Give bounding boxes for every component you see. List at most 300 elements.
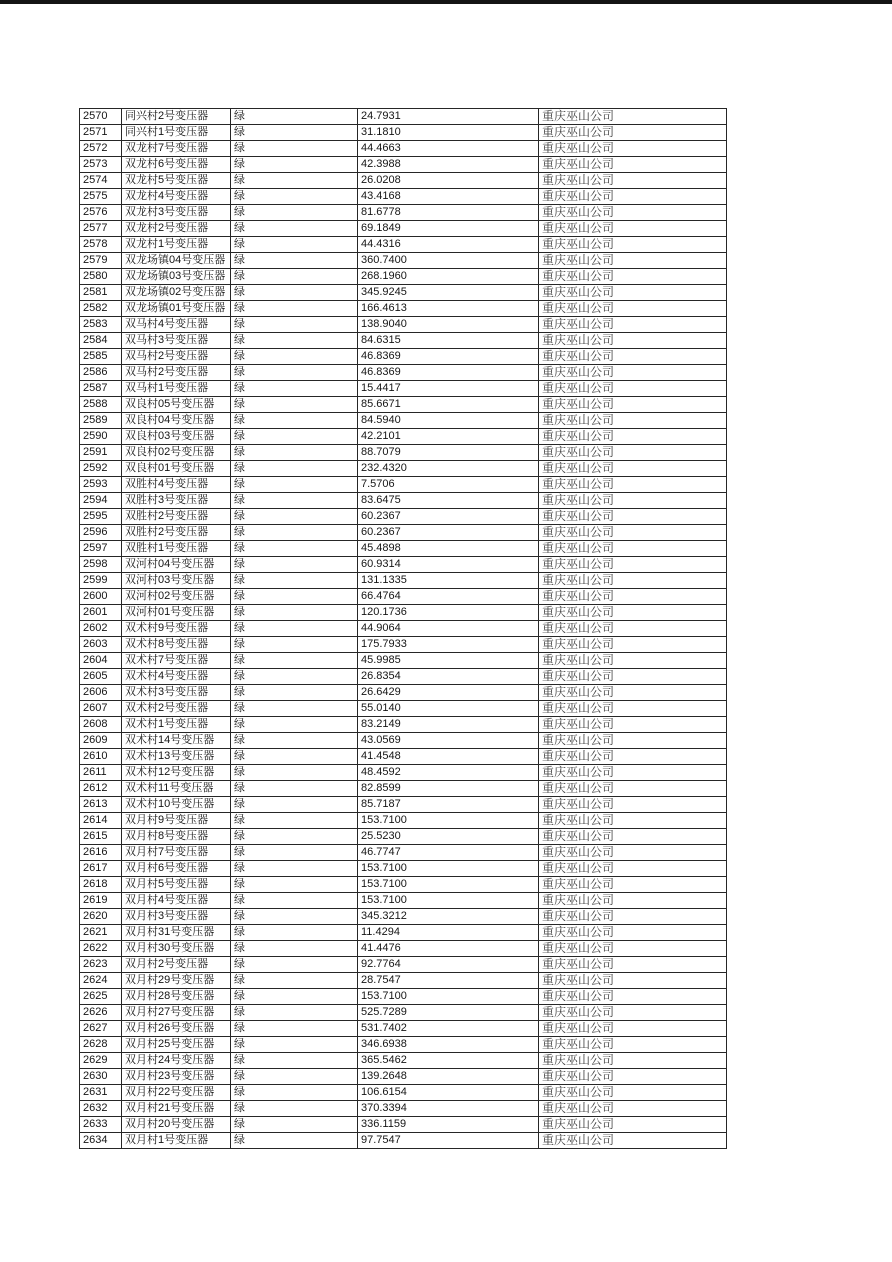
table-row (80, 941, 727, 957)
status-cell: 绿 (231, 557, 358, 573)
table-row (80, 733, 727, 749)
company-cell: 重庆巫山公司 (539, 605, 727, 621)
value-cell: 336.1159 (358, 1117, 539, 1133)
transformer-name-cell: 双河村01号变压器 (122, 605, 231, 621)
row-index-cell: 2606 (80, 685, 122, 701)
row-index-cell: 2575 (80, 189, 122, 205)
status-cell: 绿 (231, 605, 358, 621)
row-index-cell: 2632 (80, 1101, 122, 1117)
transformer-name-cell: 双马村2号变压器 (122, 349, 231, 365)
status-cell: 绿 (231, 541, 358, 557)
row-index-cell: 2589 (80, 413, 122, 429)
company-cell: 重庆巫山公司 (539, 845, 727, 861)
row-index-cell: 2629 (80, 1053, 122, 1069)
row-index-cell: 2615 (80, 829, 122, 845)
status-cell: 绿 (231, 301, 358, 317)
table-row (80, 717, 727, 733)
row-index-cell: 2570 (80, 109, 122, 125)
company-cell: 重庆巫山公司 (539, 701, 727, 717)
value-cell: 11.4294 (358, 925, 539, 941)
transformer-name-cell: 双龙村7号变压器 (122, 141, 231, 157)
table-row (80, 477, 727, 493)
company-cell: 重庆巫山公司 (539, 637, 727, 653)
company-cell: 重庆巫山公司 (539, 573, 727, 589)
status-cell: 绿 (231, 893, 358, 909)
status-cell: 绿 (231, 701, 358, 717)
value-cell: 69.1849 (358, 221, 539, 237)
status-cell: 绿 (231, 861, 358, 877)
status-cell: 绿 (231, 1037, 358, 1053)
value-cell: 153.7100 (358, 989, 539, 1005)
value-cell: 45.4898 (358, 541, 539, 557)
table-row (80, 445, 727, 461)
table-row (80, 1085, 727, 1101)
company-cell: 重庆巫山公司 (539, 429, 727, 445)
transformer-name-cell: 双术村7号变压器 (122, 653, 231, 669)
value-cell: 41.4476 (358, 941, 539, 957)
status-cell: 绿 (231, 829, 358, 845)
row-index-cell: 2614 (80, 813, 122, 829)
value-cell: 525.7289 (358, 1005, 539, 1021)
company-cell: 重庆巫山公司 (539, 797, 727, 813)
company-cell: 重庆巫山公司 (539, 221, 727, 237)
company-cell: 重庆巫山公司 (539, 381, 727, 397)
row-index-cell: 2604 (80, 653, 122, 669)
transformer-name-cell: 双良村05号变压器 (122, 397, 231, 413)
company-cell: 重庆巫山公司 (539, 173, 727, 189)
table-row (80, 813, 727, 829)
row-index-cell: 2631 (80, 1085, 122, 1101)
value-cell: 60.9314 (358, 557, 539, 573)
value-cell: 153.7100 (358, 893, 539, 909)
table-row (80, 573, 727, 589)
value-cell: 7.5706 (358, 477, 539, 493)
table-row (80, 285, 727, 301)
status-cell: 绿 (231, 989, 358, 1005)
row-index-cell: 2596 (80, 525, 122, 541)
status-cell: 绿 (231, 845, 358, 861)
table-row (80, 541, 727, 557)
table-row (80, 1005, 727, 1021)
table-row (80, 845, 727, 861)
company-cell: 重庆巫山公司 (539, 717, 727, 733)
table-row (80, 189, 727, 205)
company-cell: 重庆巫山公司 (539, 285, 727, 301)
status-cell: 绿 (231, 909, 358, 925)
value-cell: 153.7100 (358, 861, 539, 877)
value-cell: 138.9040 (358, 317, 539, 333)
transformer-name-cell: 双术村1号变压器 (122, 717, 231, 733)
company-cell: 重庆巫山公司 (539, 477, 727, 493)
company-cell: 重庆巫山公司 (539, 541, 727, 557)
row-index-cell: 2599 (80, 573, 122, 589)
status-cell: 绿 (231, 221, 358, 237)
value-cell: 268.1960 (358, 269, 539, 285)
value-cell: 26.6429 (358, 685, 539, 701)
transformer-name-cell: 双月村23号变压器 (122, 1069, 231, 1085)
table-row (80, 749, 727, 765)
row-index-cell: 2588 (80, 397, 122, 413)
table-row (80, 925, 727, 941)
transformer-name-cell: 双龙村2号变压器 (122, 221, 231, 237)
transformer-name-cell: 双月村8号变压器 (122, 829, 231, 845)
value-cell: 24.7931 (358, 109, 539, 125)
row-index-cell: 2630 (80, 1069, 122, 1085)
transformer-name-cell: 双术村4号变压器 (122, 669, 231, 685)
company-cell: 重庆巫山公司 (539, 941, 727, 957)
company-cell: 重庆巫山公司 (539, 861, 727, 877)
transformer-name-cell: 双河村04号变压器 (122, 557, 231, 573)
table-row (80, 525, 727, 541)
table-row (80, 909, 727, 925)
row-index-cell: 2580 (80, 269, 122, 285)
company-cell: 重庆巫山公司 (539, 493, 727, 509)
status-cell: 绿 (231, 685, 358, 701)
transformer-name-cell: 双月村30号变压器 (122, 941, 231, 957)
value-cell: 46.7747 (358, 845, 539, 861)
row-index-cell: 2634 (80, 1133, 122, 1149)
transformer-name-cell: 双术村10号变压器 (122, 797, 231, 813)
transformer-name-cell: 双月村3号变压器 (122, 909, 231, 925)
value-cell: 45.9985 (358, 653, 539, 669)
transformer-name-cell: 双术村9号变压器 (122, 621, 231, 637)
table-row (80, 269, 727, 285)
status-cell: 绿 (231, 237, 358, 253)
transformer-name-cell: 双龙村6号变压器 (122, 157, 231, 173)
status-cell: 绿 (231, 941, 358, 957)
company-cell: 重庆巫山公司 (539, 413, 727, 429)
status-cell: 绿 (231, 397, 358, 413)
table-row (80, 141, 727, 157)
transformer-name-cell: 双龙场镇03号变压器 (122, 269, 231, 285)
company-cell: 重庆巫山公司 (539, 525, 727, 541)
value-cell: 44.4663 (358, 141, 539, 157)
page-top-rule (0, 0, 892, 4)
value-cell: 106.6154 (358, 1085, 539, 1101)
row-index-cell: 2578 (80, 237, 122, 253)
status-cell: 绿 (231, 653, 358, 669)
value-cell: 345.3212 (358, 909, 539, 925)
row-index-cell: 2628 (80, 1037, 122, 1053)
value-cell: 175.7933 (358, 637, 539, 653)
row-index-cell: 2600 (80, 589, 122, 605)
table-row (80, 1101, 727, 1117)
value-cell: 365.5462 (358, 1053, 539, 1069)
row-index-cell: 2633 (80, 1117, 122, 1133)
company-cell: 重庆巫山公司 (539, 589, 727, 605)
value-cell: 166.4613 (358, 301, 539, 317)
company-cell: 重庆巫山公司 (539, 557, 727, 573)
table-row (80, 317, 727, 333)
row-index-cell: 2583 (80, 317, 122, 333)
row-index-cell: 2613 (80, 797, 122, 813)
status-cell: 绿 (231, 717, 358, 733)
transformer-name-cell: 双月村25号变压器 (122, 1037, 231, 1053)
company-cell: 重庆巫山公司 (539, 1101, 727, 1117)
row-index-cell: 2608 (80, 717, 122, 733)
value-cell: 531.7402 (358, 1021, 539, 1037)
value-cell: 55.0140 (358, 701, 539, 717)
value-cell: 153.7100 (358, 813, 539, 829)
status-cell: 绿 (231, 333, 358, 349)
transformer-name-cell: 双术村11号变压器 (122, 781, 231, 797)
value-cell: 88.7079 (358, 445, 539, 461)
status-cell: 绿 (231, 285, 358, 301)
table-row (80, 1133, 727, 1149)
status-cell: 绿 (231, 1117, 358, 1133)
company-cell: 重庆巫山公司 (539, 509, 727, 525)
table-row (80, 397, 727, 413)
transformer-name-cell: 双龙场镇02号变压器 (122, 285, 231, 301)
row-index-cell: 2582 (80, 301, 122, 317)
table-row (80, 493, 727, 509)
transformer-name-cell: 双月村1号变压器 (122, 1133, 231, 1149)
table-row (80, 829, 727, 845)
row-index-cell: 2623 (80, 957, 122, 973)
value-cell: 43.4168 (358, 189, 539, 205)
row-index-cell: 2586 (80, 365, 122, 381)
row-index-cell: 2616 (80, 845, 122, 861)
transformer-name-cell: 双马村2号变压器 (122, 365, 231, 381)
transformer-name-cell: 双良村01号变压器 (122, 461, 231, 477)
table-row (80, 125, 727, 141)
value-cell: 46.8369 (358, 349, 539, 365)
company-cell: 重庆巫山公司 (539, 781, 727, 797)
company-cell: 重庆巫山公司 (539, 269, 727, 285)
transformer-name-cell: 双胜村4号变压器 (122, 477, 231, 493)
table-row (80, 253, 727, 269)
row-index-cell: 2622 (80, 941, 122, 957)
status-cell: 绿 (231, 925, 358, 941)
company-cell: 重庆巫山公司 (539, 109, 727, 125)
table-row (80, 157, 727, 173)
company-cell: 重庆巫山公司 (539, 685, 727, 701)
transformer-name-cell: 双马村1号变压器 (122, 381, 231, 397)
table-row (80, 461, 727, 477)
company-cell: 重庆巫山公司 (539, 813, 727, 829)
transformer-name-cell: 双良村02号变压器 (122, 445, 231, 461)
company-cell: 重庆巫山公司 (539, 1069, 727, 1085)
status-cell: 绿 (231, 205, 358, 221)
status-cell: 绿 (231, 477, 358, 493)
company-cell: 重庆巫山公司 (539, 877, 727, 893)
company-cell: 重庆巫山公司 (539, 253, 727, 269)
status-cell: 绿 (231, 381, 358, 397)
status-cell: 绿 (231, 1005, 358, 1021)
status-cell: 绿 (231, 637, 358, 653)
transformer-name-cell: 双月村24号变压器 (122, 1053, 231, 1069)
value-cell: 46.8369 (358, 365, 539, 381)
status-cell: 绿 (231, 429, 358, 445)
row-index-cell: 2605 (80, 669, 122, 685)
value-cell: 43.0569 (358, 733, 539, 749)
value-cell: 60.2367 (358, 509, 539, 525)
company-cell: 重庆巫山公司 (539, 445, 727, 461)
status-cell: 绿 (231, 1069, 358, 1085)
transformer-name-cell: 双胜村2号变压器 (122, 525, 231, 541)
company-cell: 重庆巫山公司 (539, 621, 727, 637)
table-row (80, 205, 727, 221)
table-row (80, 109, 727, 125)
row-index-cell: 2574 (80, 173, 122, 189)
transformer-name-cell: 双龙场镇04号变压器 (122, 253, 231, 269)
table-row (80, 333, 727, 349)
status-cell: 绿 (231, 445, 358, 461)
row-index-cell: 2597 (80, 541, 122, 557)
table-row (80, 861, 727, 877)
row-index-cell: 2591 (80, 445, 122, 461)
table-row (80, 429, 727, 445)
table-row (80, 221, 727, 237)
row-index-cell: 2571 (80, 125, 122, 141)
status-cell: 绿 (231, 765, 358, 781)
company-cell: 重庆巫山公司 (539, 925, 727, 941)
status-cell: 绿 (231, 189, 358, 205)
value-cell: 25.5230 (358, 829, 539, 845)
value-cell: 15.4417 (358, 381, 539, 397)
row-index-cell: 2626 (80, 1005, 122, 1021)
value-cell: 82.8599 (358, 781, 539, 797)
table-row (80, 781, 727, 797)
transformer-name-cell: 双术村2号变压器 (122, 701, 231, 717)
table-row (80, 989, 727, 1005)
company-cell: 重庆巫山公司 (539, 349, 727, 365)
transformer-status-table (79, 108, 727, 1149)
transformer-name-cell: 双胜村3号变压器 (122, 493, 231, 509)
transformer-name-cell: 双胜村1号变压器 (122, 541, 231, 557)
status-cell: 绿 (231, 1133, 358, 1149)
table-row (80, 797, 727, 813)
company-cell: 重庆巫山公司 (539, 1117, 727, 1133)
status-cell: 绿 (231, 365, 358, 381)
company-cell: 重庆巫山公司 (539, 189, 727, 205)
value-cell: 41.4548 (358, 749, 539, 765)
value-cell: 83.6475 (358, 493, 539, 509)
value-cell: 81.6778 (358, 205, 539, 221)
value-cell: 370.3394 (358, 1101, 539, 1117)
value-cell: 139.2648 (358, 1069, 539, 1085)
table-row (80, 1117, 727, 1133)
row-index-cell: 2590 (80, 429, 122, 445)
value-cell: 232.4320 (358, 461, 539, 477)
company-cell: 重庆巫山公司 (539, 653, 727, 669)
transformer-name-cell: 双月村2号变压器 (122, 957, 231, 973)
table-row (80, 1069, 727, 1085)
row-index-cell: 2627 (80, 1021, 122, 1037)
status-cell: 绿 (231, 589, 358, 605)
table-row (80, 893, 727, 909)
company-cell: 重庆巫山公司 (539, 1005, 727, 1021)
transformer-name-cell: 双良村04号变压器 (122, 413, 231, 429)
status-cell: 绿 (231, 957, 358, 973)
transformer-name-cell: 双术村12号变压器 (122, 765, 231, 781)
table-row (80, 973, 727, 989)
status-cell: 绿 (231, 1053, 358, 1069)
table-row (80, 685, 727, 701)
transformer-name-cell: 双龙村3号变压器 (122, 205, 231, 221)
row-index-cell: 2609 (80, 733, 122, 749)
value-cell: 97.7547 (358, 1133, 539, 1149)
table-row (80, 1053, 727, 1069)
value-cell: 153.7100 (358, 877, 539, 893)
company-cell: 重庆巫山公司 (539, 1037, 727, 1053)
table-row (80, 173, 727, 189)
row-index-cell: 2592 (80, 461, 122, 477)
company-cell: 重庆巫山公司 (539, 1053, 727, 1069)
company-cell: 重庆巫山公司 (539, 1021, 727, 1037)
table-row (80, 349, 727, 365)
transformer-name-cell: 双河村03号变压器 (122, 573, 231, 589)
company-cell: 重庆巫山公司 (539, 973, 727, 989)
company-cell: 重庆巫山公司 (539, 1133, 727, 1149)
transformer-name-cell: 双月村31号变压器 (122, 925, 231, 941)
transformer-name-cell: 双月村22号变压器 (122, 1085, 231, 1101)
transformer-name-cell: 双河村02号变压器 (122, 589, 231, 605)
company-cell: 重庆巫山公司 (539, 141, 727, 157)
row-index-cell: 2577 (80, 221, 122, 237)
transformer-name-cell: 双龙村5号变压器 (122, 173, 231, 189)
status-cell: 绿 (231, 621, 358, 637)
status-cell: 绿 (231, 173, 358, 189)
transformer-name-cell: 双月村20号变压器 (122, 1117, 231, 1133)
transformer-name-cell: 同兴村2号变压器 (122, 109, 231, 125)
table-row (80, 1021, 727, 1037)
value-cell: 44.4316 (358, 237, 539, 253)
value-cell: 31.1810 (358, 125, 539, 141)
status-cell: 绿 (231, 125, 358, 141)
table-row (80, 669, 727, 685)
row-index-cell: 2612 (80, 781, 122, 797)
row-index-cell: 2572 (80, 141, 122, 157)
transformer-name-cell: 双月村4号变压器 (122, 893, 231, 909)
status-cell: 绿 (231, 1085, 358, 1101)
row-index-cell: 2594 (80, 493, 122, 509)
value-cell: 85.7187 (358, 797, 539, 813)
company-cell: 重庆巫山公司 (539, 909, 727, 925)
transformer-name-cell: 双胜村2号变压器 (122, 509, 231, 525)
transformer-name-cell: 同兴村1号变压器 (122, 125, 231, 141)
company-cell: 重庆巫山公司 (539, 205, 727, 221)
table-row (80, 1037, 727, 1053)
value-cell: 84.6315 (358, 333, 539, 349)
value-cell: 66.4764 (358, 589, 539, 605)
status-cell: 绿 (231, 749, 358, 765)
row-index-cell: 2581 (80, 285, 122, 301)
row-index-cell: 2611 (80, 765, 122, 781)
table-row (80, 653, 727, 669)
value-cell: 360.7400 (358, 253, 539, 269)
status-cell: 绿 (231, 973, 358, 989)
table-row (80, 365, 727, 381)
status-cell: 绿 (231, 733, 358, 749)
value-cell: 42.2101 (358, 429, 539, 445)
value-cell: 83.2149 (358, 717, 539, 733)
row-index-cell: 2587 (80, 381, 122, 397)
row-index-cell: 2598 (80, 557, 122, 573)
row-index-cell: 2601 (80, 605, 122, 621)
company-cell: 重庆巫山公司 (539, 765, 727, 781)
company-cell: 重庆巫山公司 (539, 893, 727, 909)
transformer-name-cell: 双良村03号变压器 (122, 429, 231, 445)
status-cell: 绿 (231, 493, 358, 509)
company-cell: 重庆巫山公司 (539, 957, 727, 973)
status-cell: 绿 (231, 269, 358, 285)
table-row (80, 637, 727, 653)
transformer-name-cell: 双月村27号变压器 (122, 1005, 231, 1021)
company-cell: 重庆巫山公司 (539, 669, 727, 685)
value-cell: 26.0208 (358, 173, 539, 189)
row-index-cell: 2602 (80, 621, 122, 637)
